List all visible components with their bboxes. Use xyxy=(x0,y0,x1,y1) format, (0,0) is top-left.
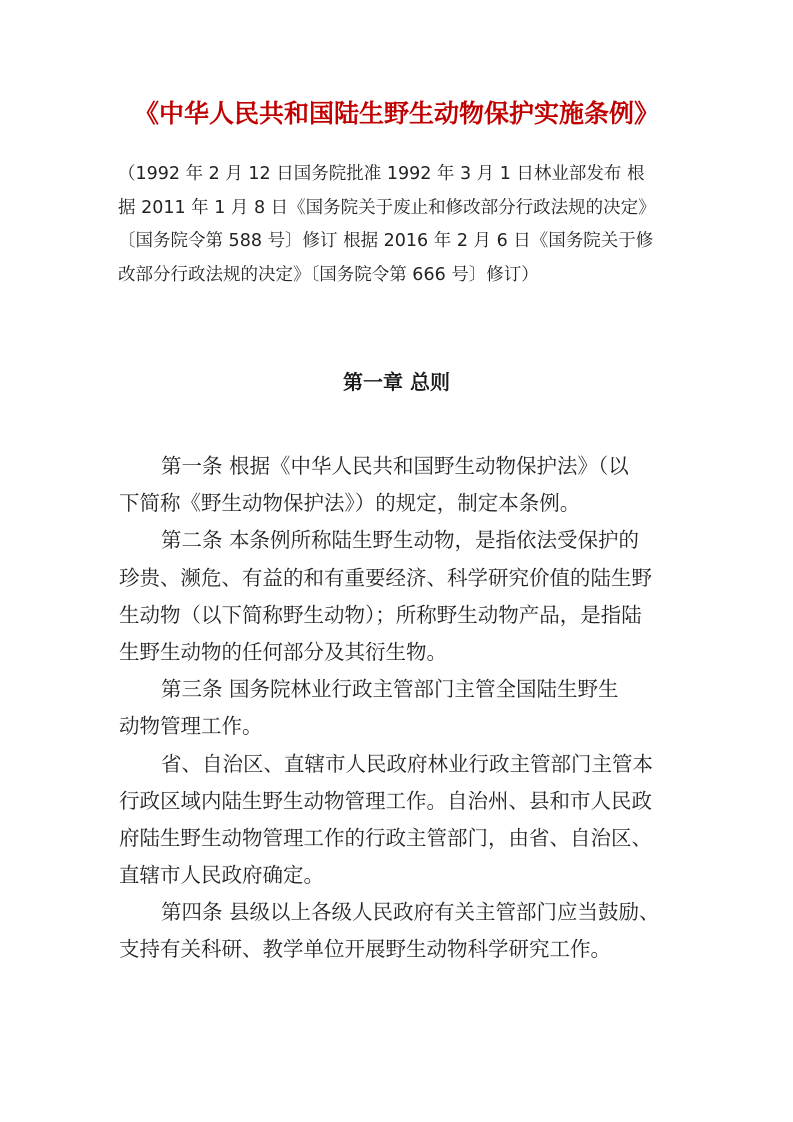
subtitle-line: 〔国务院令第 588 号〕修订 根据 2016 年 2 月 6 日《国务院关于修 xyxy=(118,231,654,251)
subtitle-line: （1992 年 2 月 12 日国务院批准 1992 年 3 月 1 日林业部发布 根 xyxy=(118,164,645,184)
article-1-line: 第一条 根据《中华人民共和国野生动物保护法》（以 xyxy=(161,454,629,478)
article-3-paragraph-2-line: 省、自治区、直辖市人民政府林业行政主管部门主管本 xyxy=(161,751,653,776)
chapter-heading: 第一章 总则 xyxy=(343,370,450,394)
article-4-line: 支持有关科研、教学单位开展野生动物科学研究工作。 xyxy=(119,937,611,962)
subtitle-line: 改部分行政法规的决定》〔国务院令第 666 号〕修订） xyxy=(118,264,539,285)
article-2-line: 生野生动物的任何部分及其衍生物。 xyxy=(119,639,447,664)
article-1-line: 下简称《野生动物保护法》）的规定，制定本条例。 xyxy=(119,491,581,516)
article-4-line: 第四条 县级以上各级人民政府有关主管部门应当鼓励、 xyxy=(161,900,660,925)
article-3-paragraph-2-line: 行政区域内陆生野生动物管理工作。自治州、县和市人民政 xyxy=(119,788,652,813)
article-3-paragraph-2-line: 直辖市人民政府确定。 xyxy=(119,863,324,888)
document-subtitle xyxy=(118,158,678,292)
article-2-line: 生动物（以下简称野生动物）；所称野生动物产品，是指陆 xyxy=(119,602,642,627)
subtitle-line: 据 2011 年 1 月 8 日《国务院关于废止和修改部分行政法规的决定》 xyxy=(118,197,656,218)
article-3-line: 动物管理工作。 xyxy=(119,714,263,739)
article-2-line: 珍贵、濒危、有益的和有重要经济、科学研究价值的陆生野 xyxy=(119,565,652,590)
article-2-line: 第二条 本条例所称陆生野生动物，是指依法受保护的 xyxy=(161,528,640,553)
document-body xyxy=(119,448,679,969)
article-3-paragraph-2-line: 府陆生野生动物管理工作的行政主管部门，由省、自治区、 xyxy=(119,825,652,850)
article-3-line: 第三条 国务院林业行政主管部门主管全国陆生野生 xyxy=(161,677,619,702)
document-title: 《中华人民共和国陆生野生动物保护实施条例》 xyxy=(133,99,659,128)
